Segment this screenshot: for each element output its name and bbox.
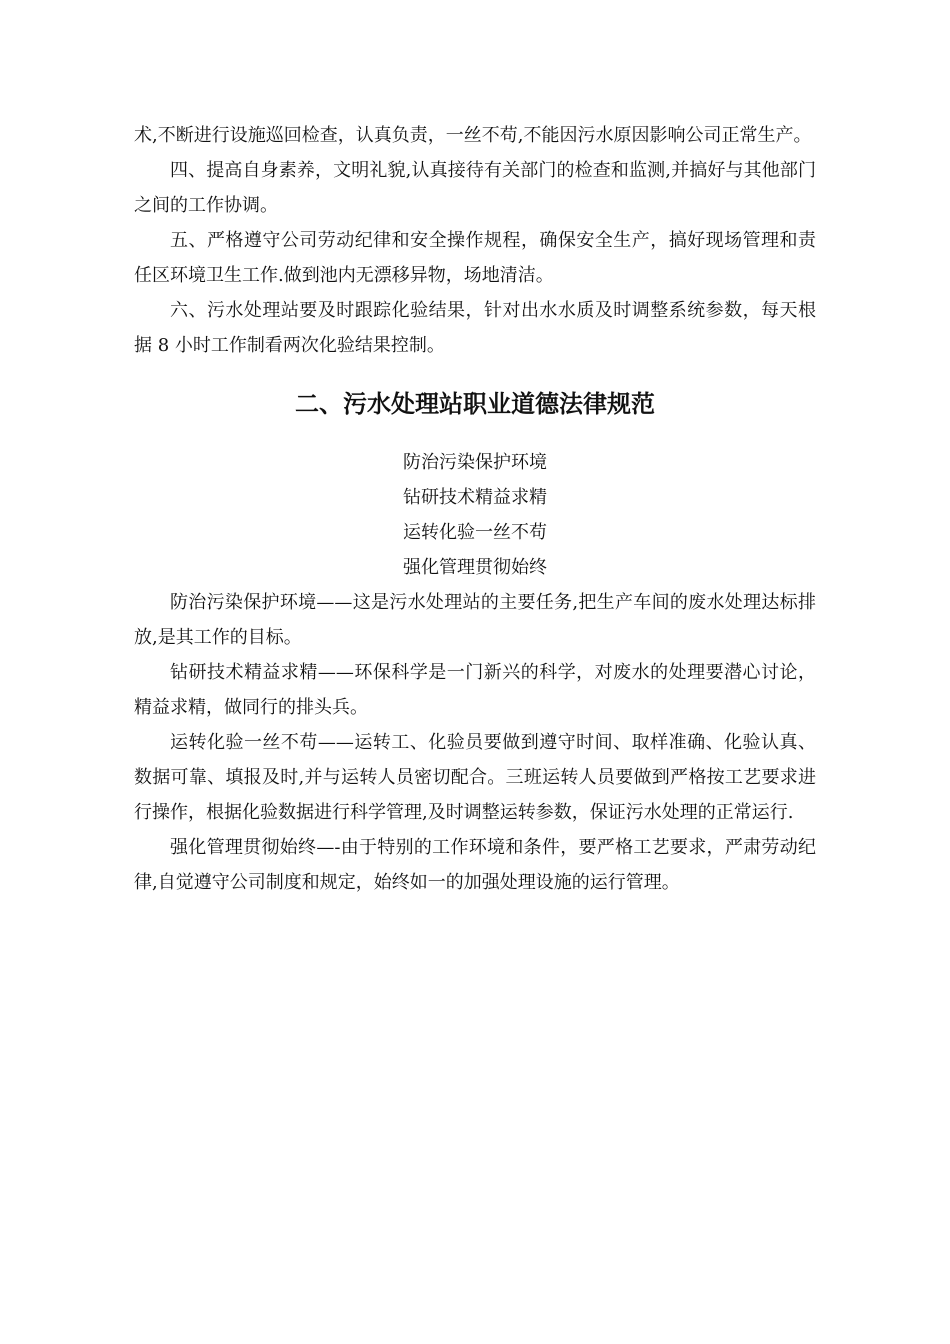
intro-paragraph-4: 六、污水处理站要及时跟踪化验结果，针对出水水质及时调整系统参数，每天根据 8 小时工作制看两次化验结果控制。 [134, 300, 816, 356]
motto-item: 强化管理贯彻始终 [403, 557, 547, 578]
intro-paragraph-2: 四、提高自身素养，文明礼貌,认真接待有关部门的检查和监测,并搞好与其他部门之间的工作协调。 [134, 160, 816, 216]
body-paragraph-2: 钻研技术精益求精——环保科学是一门新兴的科学，对废水的处理要潜心讨论，精益求精，做同行的排头兵。 [134, 662, 816, 718]
motto-item: 运转化验一丝不苟 [403, 522, 547, 543]
motto-list [134, 445, 816, 585]
document-page [134, 118, 816, 900]
section-title: 二、污水处理站职业道德法律规范 [295, 390, 655, 418]
intro-paragraph-1: 术,不断进行设施巡回检查，认真负责，一丝不苟,不能因污水原因影响公司正常生产。 [134, 125, 812, 146]
body-paragraph-4: 强化管理贯彻始终—-由于特别的工作环境和条件，要严格工艺要求，严肃劳动纪律,自觉遵守公司制度和规定，始终如一的加强处理设施的运行管理。 [134, 837, 816, 893]
body-paragraph-3: 运转化验一丝不苟——运转工、化验员要做到遵守时间、取样准确、化验认真、数据可靠、填报及时,并与运转人员密切配合。三班运转人员要做到严格按工艺要求进行操作，根据化验数据进行科学管理,及时调整运转参数，保证污水处理的正常运行. [134, 732, 816, 823]
intro-paragraph-3: 五、严格遵守公司劳动纪律和安全操作规程，确保安全生产，搞好现场管理和责任区环境卫生工作.做到池内无漂移异物，场地清洁。 [134, 230, 816, 286]
body-paragraph-1: 防治污染保护环境——这是污水处理站的主要任务,把生产车间的废水处理达标排放,是其工作的目标。 [134, 592, 816, 648]
motto-item: 防治污染保护环境 [403, 452, 547, 473]
motto-item: 钻研技术精益求精 [403, 487, 547, 508]
